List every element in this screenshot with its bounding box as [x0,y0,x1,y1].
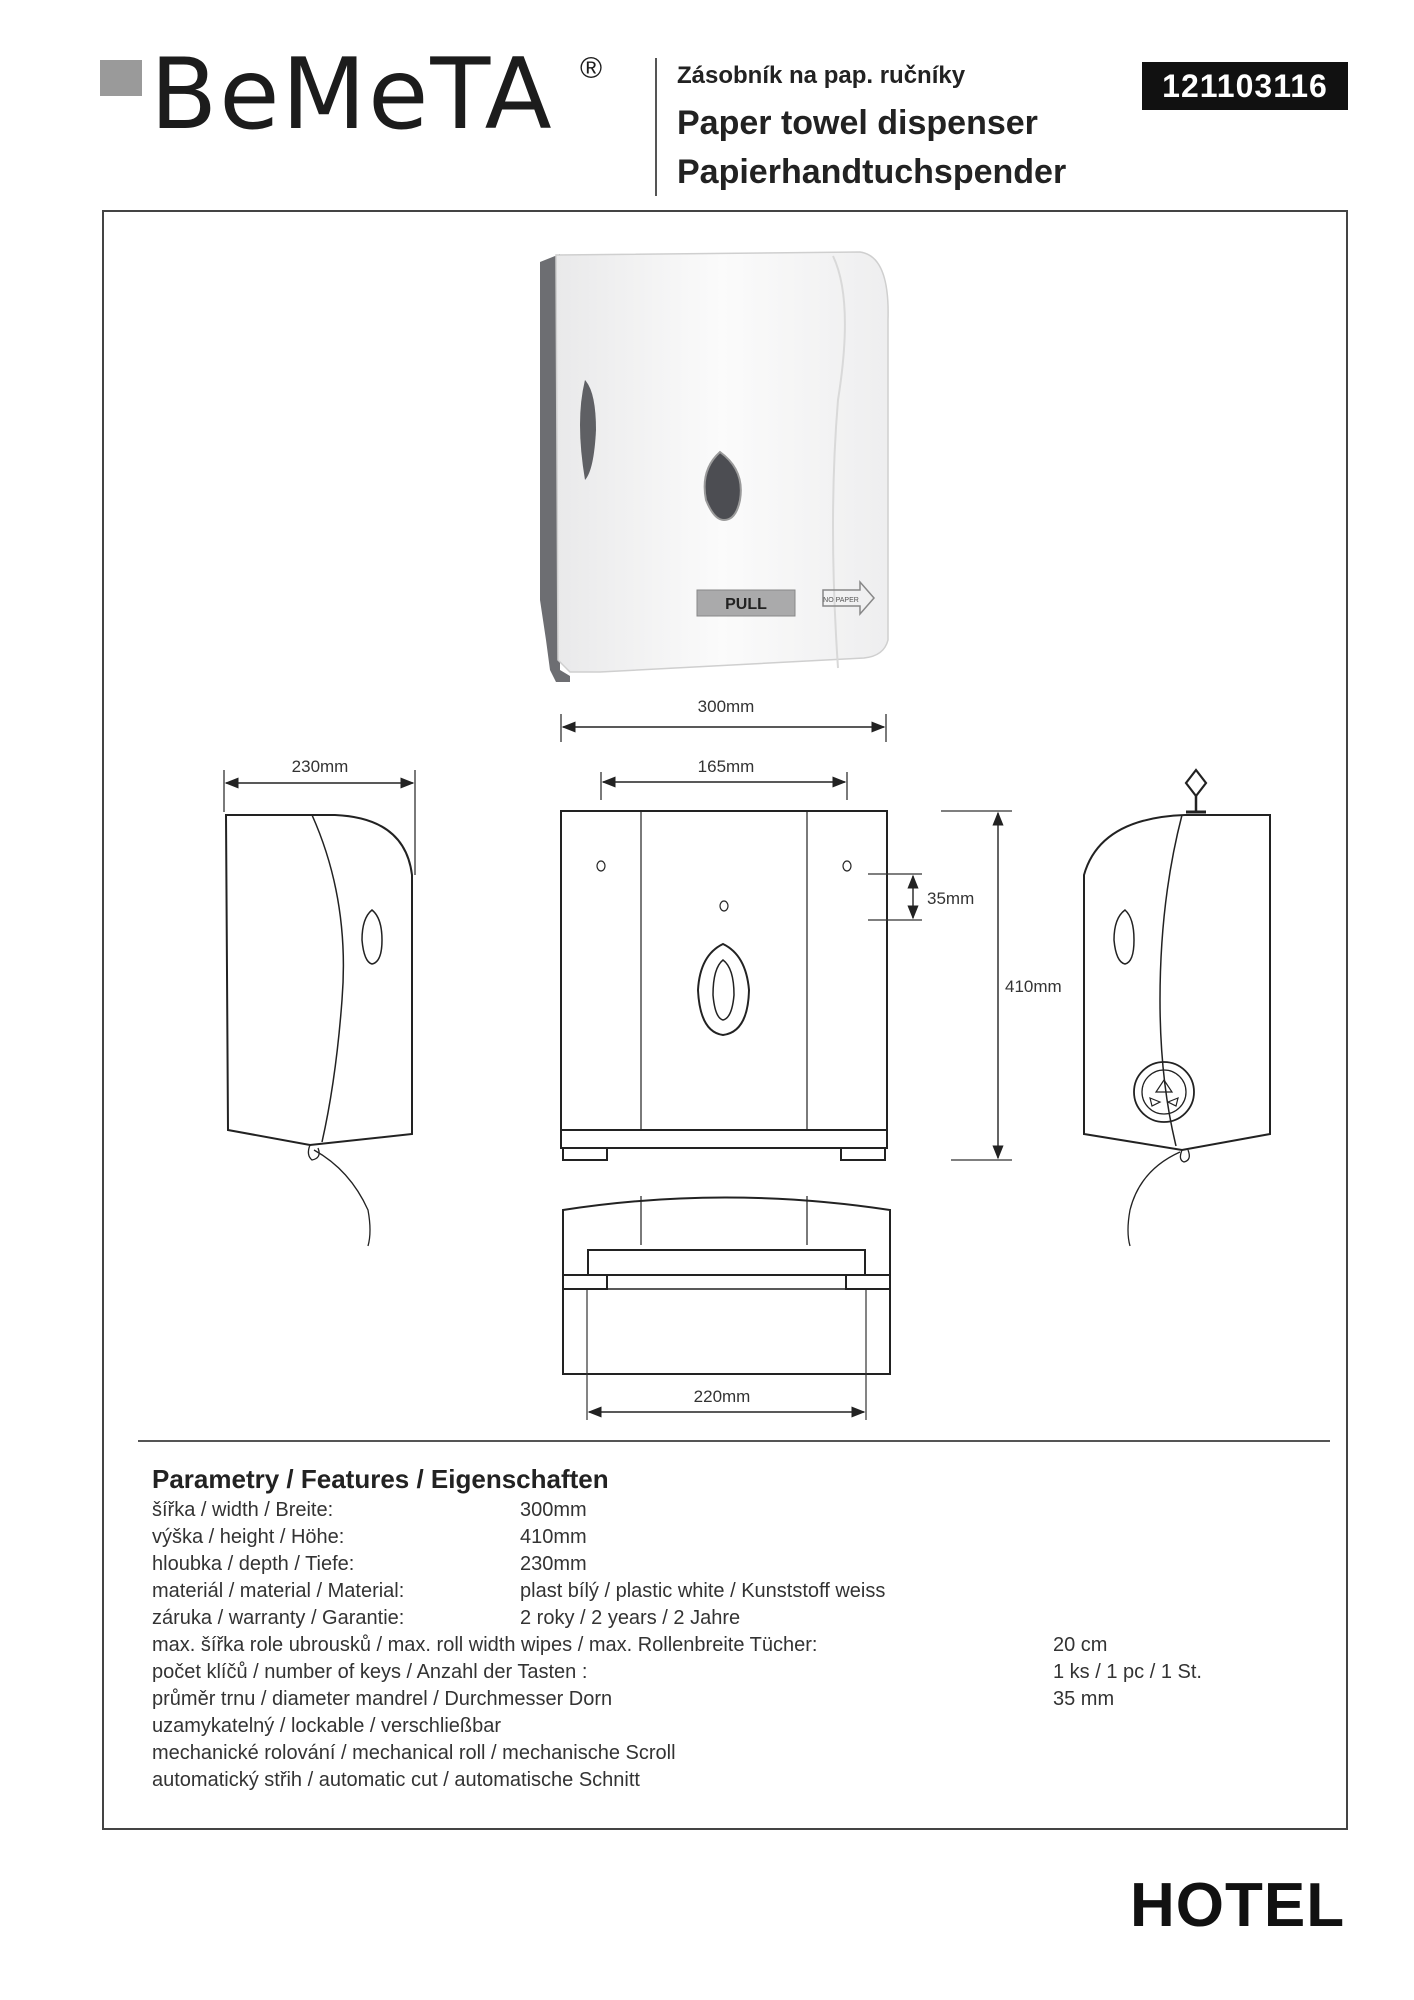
feature-value: 1 ks / 1 pc / 1 St. [1053,1661,1202,1683]
feature-label: materiál / material / Material: [152,1580,405,1602]
title-german: Papierhandtuchspender [677,153,1067,191]
feature-label: max. šířka role ubrousků / max. roll width wipes / max. Rollenbreite Tücher: [152,1634,818,1656]
title-czech: Zásobník na pap. ručníky [677,62,966,89]
feature-label: šířka / width / Breite: [152,1499,334,1521]
right-side-view [1084,770,1270,1246]
product-image [540,252,888,682]
title-english: Paper towel dispenser [677,104,1038,142]
product-code: 121103116 [1142,62,1348,110]
front-view [561,811,887,1160]
feature-label: záruka / warranty / Garantie: [152,1607,405,1629]
feature-label: průměr trnu / diameter mandrel / Durchmesser Dorn [152,1688,613,1710]
feature-label: mechanické rolování / mechanical roll / mechanische Scroll [152,1742,676,1764]
feature-value: 2 roky / 2 years / 2 Jahre [520,1607,741,1629]
feature-value: 20 cm [1053,1634,1108,1656]
dim-bottom-220 [587,1290,866,1420]
feature-value: 410mm [520,1526,587,1548]
dim-width-300 [561,697,886,742]
dim-height-label: 410mm [1005,977,1062,996]
category-label: HOTEL [1130,1871,1346,1940]
dim-bottom-label: 220mm [693,1387,751,1406]
dim-hole-spacing [601,757,847,800]
pull-label: PULL [725,596,767,613]
logo-text: BeMeTA [150,38,554,152]
feature-label: automatický střih / automatic cut / automatische Schnitt [152,1769,640,1791]
dim-hole-spacing-label: 165mm [697,757,755,776]
feature-value: 300mm [520,1499,587,1521]
features-heading: Parametry / Features / Eigenschaften [152,1464,609,1494]
dim-depth-label: 230mm [291,757,349,776]
feature-label: hloubka / depth / Tiefe: [152,1553,355,1575]
feature-label: výška / height / Höhe: [152,1526,345,1548]
dim-height-410 [941,811,1062,1160]
feature-label: uzamykatelný / lockable / verschließbar [152,1715,502,1737]
dim-hole-offset-label: 35mm [927,889,975,908]
feature-value: 230mm [520,1553,587,1575]
feature-value: plast bílý / plastic white / Kunststoff weiss [520,1580,886,1602]
no-paper-label: NO PAPER [823,597,859,604]
dim-hole-offset [868,874,974,920]
features-separator [138,1440,1330,1442]
feature-label: počet klíčů / number of keys / Anzahl der Tasten : [152,1661,588,1683]
dim-width-label: 300mm [697,697,755,716]
bottom-view [563,1196,890,1374]
left-side-view [226,815,412,1246]
feature-value: 35 mm [1053,1688,1115,1710]
registered-mark: ® [580,52,603,85]
